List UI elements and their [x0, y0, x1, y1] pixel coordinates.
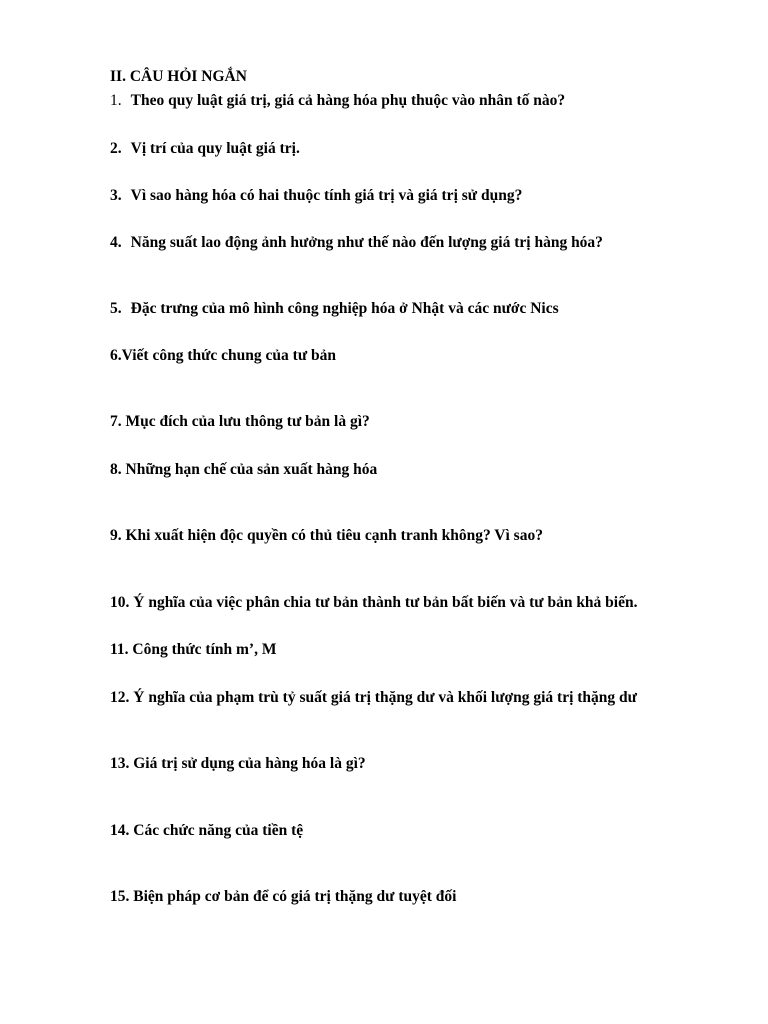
question-13: 13. Giá trị sử dụng của hàng hóa là gì? — [110, 755, 366, 772]
question-number: 3. — [110, 187, 122, 204]
question-5 — [110, 299, 559, 319]
question-text: Vì sao hàng hóa có hai thuộc tính giá trị và giá trị sử dụng? — [130, 187, 523, 204]
question-8: 8. Những hạn chế của sản xuất hàng hóa — [110, 461, 378, 478]
question-15: 15. Biện pháp cơ bản để có giá trị thặng dư tuyệt đối — [110, 888, 457, 905]
question-number: 1. — [110, 92, 122, 109]
question-text: Đặc trưng của mô hình công nghiệp hóa ở Nhật và các nước Nics — [130, 300, 559, 317]
question-number: 4. — [110, 234, 122, 251]
question-4 — [110, 233, 603, 253]
question-11: 11. Công thức tính m’, M — [110, 641, 277, 658]
question-9: 9. Khi xuất hiện độc quyền có thủ tiêu cạnh tranh không? Vì sao? — [110, 527, 543, 544]
question-12: 12. Ý nghĩa của phạm trù tỷ suất giá trị thặng dư và khối lượng giá trị thặng dư — [110, 689, 637, 706]
question-10: 10. Ý nghĩa của việc phân chia tư bản thành tư bản bất biến và tư bản khả biến. — [110, 594, 638, 611]
question-3 — [110, 186, 522, 206]
section-title: II. CÂU HỎI NGẮN — [110, 68, 247, 85]
question-7: 7. Mục đích của lưu thông tư bản là gì? — [110, 413, 370, 430]
question-number: 5. — [110, 300, 122, 317]
question-14: 14. Các chức năng của tiền tệ — [110, 822, 304, 839]
question-2 — [110, 139, 300, 159]
question-6: 6.Viết công thức chung của tư bản — [110, 347, 336, 364]
question-text: Vị trí của quy luật giá trị. — [130, 140, 300, 157]
question-text: Năng suất lao động ảnh hưởng như thế nào đến lượng giá trị hàng hóa? — [130, 234, 603, 251]
question-number: 2. — [110, 140, 122, 157]
question-1 — [110, 91, 565, 111]
question-text: Theo quy luật giá trị, giá cả hàng hóa phụ thuộc vào nhân tố nào? — [130, 92, 566, 109]
